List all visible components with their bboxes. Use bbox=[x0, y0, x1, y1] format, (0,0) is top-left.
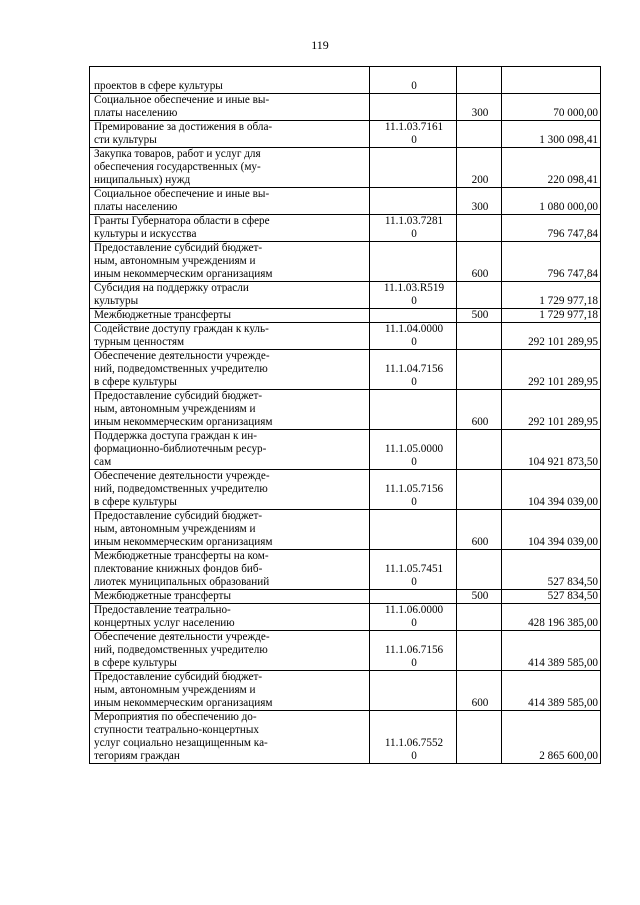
row-name-line: культуры bbox=[94, 295, 139, 307]
page-number: 119 bbox=[311, 38, 329, 52]
row-name-cell bbox=[90, 550, 370, 590]
row-code-line: 0 bbox=[411, 80, 417, 92]
row-name-line: иным некоммерческим организациям bbox=[94, 416, 273, 428]
row-name-line: иным некоммерческим организациям bbox=[94, 268, 273, 280]
row-name-line: концертных услуг населению bbox=[94, 617, 235, 629]
row-code-line bbox=[374, 107, 454, 120]
row-name-cell bbox=[90, 590, 370, 604]
row-name-line: Гранты Губернатора области в сфере bbox=[94, 215, 270, 227]
row-code-cell bbox=[370, 215, 457, 242]
row-expense-type-cell bbox=[457, 121, 502, 148]
row-amount-cell: 414 389 585,00 bbox=[502, 671, 601, 711]
row-expense-type-cell bbox=[457, 550, 502, 590]
table-row bbox=[90, 121, 601, 148]
row-name-line: ным, автономным учреждениям и bbox=[94, 523, 256, 535]
row-name-line: проектов в сфере культуры bbox=[94, 80, 223, 92]
row-code-cell bbox=[370, 148, 457, 188]
row-name-cell bbox=[90, 430, 370, 470]
row-name-line: культуры и искусства bbox=[94, 228, 197, 240]
row-name-line: услуг социально незащищенным ка- bbox=[94, 737, 268, 749]
row-name-line: формационно-библиотечным ресур- bbox=[94, 443, 267, 455]
row-code-line bbox=[374, 201, 454, 214]
row-name-cell bbox=[90, 604, 370, 631]
row-name-line: Закупка товаров, работ и услуг для bbox=[94, 148, 261, 160]
row-code-line bbox=[374, 416, 454, 429]
row-amount-cell: 1 729 977,18 bbox=[502, 282, 601, 309]
row-expense-type-cell bbox=[457, 631, 502, 671]
row-code-line bbox=[374, 188, 454, 201]
row-amount-cell: 292 101 289,95 bbox=[502, 350, 601, 390]
row-code-cell bbox=[370, 121, 457, 148]
budget-table-body bbox=[90, 67, 601, 764]
row-code-cell bbox=[370, 350, 457, 390]
row-name-line: турным ценностям bbox=[94, 336, 185, 348]
row-name-line: ным, автономным учреждениям и bbox=[94, 684, 256, 696]
row-amount-cell: 428 196 385,00 bbox=[502, 604, 601, 631]
table-row bbox=[90, 188, 601, 215]
row-amount-cell: 220 098,41 bbox=[502, 148, 601, 188]
row-amount-cell: 104 394 039,00 bbox=[502, 510, 601, 550]
row-name-line: Межбюджетные трансферты bbox=[94, 590, 231, 602]
budget-table bbox=[89, 66, 601, 764]
row-code-line: 0 bbox=[411, 496, 417, 508]
row-name-line: ний, подведомственных учредителю bbox=[94, 644, 268, 656]
table-row bbox=[90, 390, 601, 430]
table-row bbox=[90, 282, 601, 309]
row-name-line: Социальное обеспечение и иные вы- bbox=[94, 94, 270, 106]
row-code-line: 0 bbox=[411, 228, 417, 240]
row-name-line: Обеспечение деятельности учрежде- bbox=[94, 350, 270, 362]
row-name-line: Предоставление субсидий бюджет- bbox=[94, 510, 263, 522]
row-expense-type-cell: 600 bbox=[457, 671, 502, 711]
row-amount-cell: 70 000,00 bbox=[502, 94, 601, 121]
row-expense-type-cell: 500 bbox=[457, 309, 502, 323]
row-name-cell bbox=[90, 510, 370, 550]
row-name-line: ний, подведомственных учредителю bbox=[94, 483, 268, 495]
row-name-line: Обеспечение деятельности учрежде- bbox=[94, 631, 270, 643]
row-name-line: Субсидия на поддержку отрасли bbox=[94, 282, 249, 294]
table-row bbox=[90, 309, 601, 323]
row-name-line: обеспечения государственных (му- bbox=[94, 161, 261, 173]
row-name-cell bbox=[90, 390, 370, 430]
row-code-line bbox=[374, 309, 454, 322]
row-amount-cell: 104 921 873,50 bbox=[502, 430, 601, 470]
table-row bbox=[90, 215, 601, 242]
row-name-cell bbox=[90, 309, 370, 323]
row-name-cell bbox=[90, 121, 370, 148]
row-name-cell bbox=[90, 67, 370, 94]
row-amount-cell: 527 834,50 bbox=[502, 590, 601, 604]
row-code-line bbox=[374, 536, 454, 549]
row-name-line: тегориям граждан bbox=[94, 750, 180, 762]
row-code-line: 0 bbox=[411, 617, 417, 629]
row-code-cell bbox=[370, 430, 457, 470]
row-expense-type-cell: 500 bbox=[457, 590, 502, 604]
row-amount-cell: 796 747,84 bbox=[502, 242, 601, 282]
row-code-line: 11.1.05.7451 bbox=[384, 563, 444, 575]
row-amount-cell: 527 834,50 bbox=[502, 550, 601, 590]
row-code-cell bbox=[370, 309, 457, 323]
row-code-cell bbox=[370, 590, 457, 604]
row-name-line: ний, подведомственных учредителю bbox=[94, 363, 268, 375]
row-code-line: 11.1.05.7156 bbox=[384, 483, 444, 495]
row-code-line bbox=[374, 94, 454, 107]
row-name-line: иным некоммерческим организациям bbox=[94, 536, 273, 548]
row-name-line: ниципальных) нужд bbox=[94, 174, 191, 186]
row-code-line: 0 bbox=[411, 456, 417, 468]
row-name-line: Социальное обеспечение и иные вы- bbox=[94, 188, 270, 200]
row-name-line: Обеспечение деятельности учрежде- bbox=[94, 470, 270, 482]
row-name-line: платы населению bbox=[94, 201, 178, 213]
row-code-line: 11.1.04.7156 bbox=[384, 363, 444, 375]
table-row bbox=[90, 430, 601, 470]
row-name-cell bbox=[90, 323, 370, 350]
row-code-line bbox=[374, 161, 454, 174]
row-amount-cell bbox=[502, 67, 601, 94]
row-code-line: 11.1.03.7161 bbox=[384, 121, 444, 133]
row-name-cell bbox=[90, 350, 370, 390]
row-name-line: ным, автономным учреждениям и bbox=[94, 255, 256, 267]
row-name-line: Поддержка доступа граждан к ин- bbox=[94, 430, 257, 442]
row-name-line: Межбюджетные трансферты bbox=[94, 309, 231, 321]
row-name-cell bbox=[90, 148, 370, 188]
row-name-line: Предоставление субсидий бюджет- bbox=[94, 390, 263, 402]
row-code-line: 11.1.03.7281 bbox=[384, 215, 444, 227]
row-amount-cell: 796 747,84 bbox=[502, 215, 601, 242]
row-name-line: иным некоммерческим организациям bbox=[94, 697, 273, 709]
row-expense-type-cell: 600 bbox=[457, 510, 502, 550]
row-code-line bbox=[374, 697, 454, 710]
row-code-line: 11.1.05.0000 bbox=[384, 443, 444, 455]
row-amount-cell: 1 300 098,41 bbox=[502, 121, 601, 148]
row-name-line: платы населению bbox=[94, 107, 178, 119]
row-name-line: Предоставление субсидий бюджет- bbox=[94, 671, 263, 683]
table-row bbox=[90, 550, 601, 590]
row-code-line bbox=[374, 523, 454, 536]
row-code-cell bbox=[370, 67, 457, 94]
row-code-line: 0 bbox=[411, 576, 417, 588]
table-row bbox=[90, 242, 601, 282]
row-code-line: 0 bbox=[411, 134, 417, 146]
row-code-line bbox=[374, 268, 454, 281]
row-name-line: в сфере культуры bbox=[94, 496, 177, 508]
row-expense-type-cell: 300 bbox=[457, 188, 502, 215]
row-expense-type-cell: 600 bbox=[457, 390, 502, 430]
row-name-cell bbox=[90, 94, 370, 121]
row-amount-cell: 1 729 977,18 bbox=[502, 309, 601, 323]
table-row bbox=[90, 323, 601, 350]
row-code-cell bbox=[370, 711, 457, 764]
row-amount-cell: 292 101 289,95 bbox=[502, 390, 601, 430]
row-code-line bbox=[374, 174, 454, 187]
row-name-line: Предоставление театрально- bbox=[94, 604, 231, 616]
row-code-cell bbox=[370, 631, 457, 671]
row-name-cell bbox=[90, 711, 370, 764]
table-row bbox=[90, 67, 601, 94]
row-expense-type-cell bbox=[457, 323, 502, 350]
row-name-line: сти культуры bbox=[94, 134, 157, 146]
row-code-cell bbox=[370, 604, 457, 631]
row-code-line bbox=[374, 684, 454, 697]
row-expense-type-cell: 300 bbox=[457, 94, 502, 121]
row-amount-cell: 2 865 600,00 bbox=[502, 711, 601, 764]
row-name-line: ступности театрально-концертных bbox=[94, 724, 259, 736]
row-name-line: плектование книжных фондов биб- bbox=[94, 563, 263, 575]
row-code-cell bbox=[370, 510, 457, 550]
row-amount-cell: 292 101 289,95 bbox=[502, 323, 601, 350]
row-name-line: сам bbox=[94, 456, 112, 468]
row-code-line: 11.1.06.7552 bbox=[384, 737, 444, 749]
row-name-line: ным, автономным учреждениям и bbox=[94, 403, 256, 415]
row-name-cell bbox=[90, 188, 370, 215]
row-code-line: 11.1.04.0000 bbox=[384, 323, 444, 335]
row-code-cell bbox=[370, 390, 457, 430]
row-name-line: Премирование за достижения в обла- bbox=[94, 121, 273, 133]
row-code-line bbox=[374, 255, 454, 268]
table-row bbox=[90, 350, 601, 390]
row-expense-type-cell bbox=[457, 470, 502, 510]
table-row bbox=[90, 631, 601, 671]
row-code-cell bbox=[370, 550, 457, 590]
table-row bbox=[90, 604, 601, 631]
row-code-line: 11.1.03.R519 bbox=[383, 282, 445, 294]
row-expense-type-cell bbox=[457, 67, 502, 94]
row-expense-type-cell bbox=[457, 711, 502, 764]
row-amount-cell: 1 080 000,00 bbox=[502, 188, 601, 215]
row-name-line: Мероприятия по обеспечению до- bbox=[94, 711, 257, 723]
row-code-line: 0 bbox=[411, 750, 417, 762]
row-expense-type-cell: 200 bbox=[457, 148, 502, 188]
row-name-cell bbox=[90, 282, 370, 309]
row-code-line bbox=[374, 590, 454, 603]
row-code-cell bbox=[370, 188, 457, 215]
row-code-line bbox=[374, 67, 454, 80]
row-expense-type-cell: 600 bbox=[457, 242, 502, 282]
row-name-line: Предоставление субсидий бюджет- bbox=[94, 242, 263, 254]
row-code-cell bbox=[370, 470, 457, 510]
row-amount-cell: 104 394 039,00 bbox=[502, 470, 601, 510]
row-code-line: 11.1.06.0000 bbox=[384, 604, 444, 616]
row-name-line: Межбюджетные трансферты на ком- bbox=[94, 550, 269, 562]
table-row bbox=[90, 510, 601, 550]
row-name-cell bbox=[90, 631, 370, 671]
row-code-line bbox=[374, 403, 454, 416]
row-code-cell bbox=[370, 323, 457, 350]
row-name-line: в сфере культуры bbox=[94, 376, 177, 388]
table-row bbox=[90, 590, 601, 604]
table-row bbox=[90, 470, 601, 510]
row-code-cell bbox=[370, 94, 457, 121]
row-code-line: 0 bbox=[411, 376, 417, 388]
row-expense-type-cell bbox=[457, 215, 502, 242]
table-row bbox=[90, 671, 601, 711]
row-name-line: в сфере культуры bbox=[94, 657, 177, 669]
row-expense-type-cell bbox=[457, 282, 502, 309]
row-amount-cell: 414 389 585,00 bbox=[502, 631, 601, 671]
row-code-cell bbox=[370, 282, 457, 309]
row-name-cell bbox=[90, 470, 370, 510]
row-expense-type-cell bbox=[457, 604, 502, 631]
row-name-cell bbox=[90, 242, 370, 282]
row-expense-type-cell bbox=[457, 430, 502, 470]
row-code-line: 11.1.06.7156 bbox=[384, 644, 444, 656]
row-name-cell bbox=[90, 671, 370, 711]
row-name-line: Содействие доступу граждан к куль- bbox=[94, 323, 269, 335]
table-row bbox=[90, 148, 601, 188]
row-name-line: лиотек муниципальных образований bbox=[94, 576, 270, 588]
row-code-line: 0 bbox=[411, 336, 417, 348]
row-code-cell bbox=[370, 242, 457, 282]
row-expense-type-cell bbox=[457, 350, 502, 390]
table-row bbox=[90, 711, 601, 764]
row-code-line: 0 bbox=[411, 295, 417, 307]
row-code-line: 0 bbox=[411, 657, 417, 669]
row-code-cell bbox=[370, 671, 457, 711]
row-name-cell bbox=[90, 215, 370, 242]
table-row bbox=[90, 94, 601, 121]
